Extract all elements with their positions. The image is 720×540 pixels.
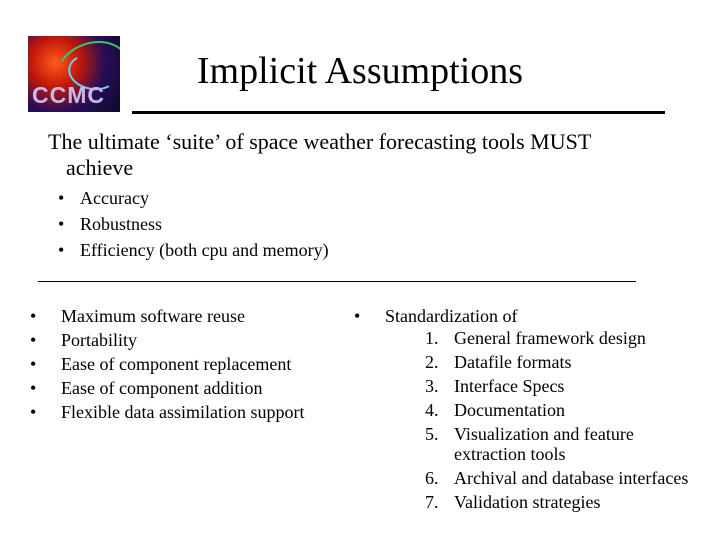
goal-item: • Flexible data assimilation support bbox=[30, 400, 304, 424]
item-text: Visualization and feature extraction tools bbox=[454, 424, 634, 464]
standardization-item bbox=[425, 328, 694, 348]
standardization-item bbox=[425, 400, 694, 420]
standardization-heading: Standardization of bbox=[385, 306, 518, 326]
item-number: 7. bbox=[425, 492, 439, 512]
requirements-list bbox=[60, 185, 329, 263]
standardization-item bbox=[425, 468, 694, 488]
item-text: Interface Specs bbox=[454, 376, 565, 396]
item-number: 1. bbox=[425, 328, 439, 348]
requirement-item: • Efficiency (both cpu and memory) bbox=[60, 237, 329, 263]
title-divider bbox=[132, 111, 665, 114]
ccmc-logo bbox=[28, 36, 120, 112]
intro-line-1: The ultimate ‘suite’ of space weather forecasting tools MUST bbox=[48, 129, 592, 154]
item-text: Archival and database interfaces bbox=[454, 468, 689, 488]
slide-title: Implicit Assumptions bbox=[196, 50, 524, 92]
item-number: 4. bbox=[425, 400, 439, 420]
item-text: General framework design bbox=[454, 328, 646, 348]
item-number: 6. bbox=[425, 468, 439, 488]
standardization-item bbox=[425, 492, 694, 512]
item-number: 2. bbox=[425, 352, 439, 372]
standardization-item bbox=[425, 424, 694, 464]
intro-line-2: achieve bbox=[66, 155, 134, 180]
item-text: Documentation bbox=[454, 400, 565, 420]
standardization-item bbox=[425, 376, 694, 396]
requirement-item: • Robustness bbox=[60, 211, 329, 237]
standardization-list bbox=[425, 328, 694, 516]
logo-text: CCMC bbox=[32, 82, 105, 108]
section-divider bbox=[38, 281, 636, 282]
goal-item: • Ease of component addition bbox=[30, 376, 304, 400]
standardization-item bbox=[425, 352, 694, 372]
item-number: 5. bbox=[425, 424, 439, 444]
goals-list bbox=[30, 304, 304, 424]
goal-item: • Maximum software reuse bbox=[30, 304, 304, 328]
item-text: Datafile formats bbox=[454, 352, 572, 372]
requirement-item: • Accuracy bbox=[60, 185, 329, 211]
standardization-bullet: • bbox=[354, 306, 361, 326]
goal-item: • Ease of component replacement bbox=[30, 352, 304, 376]
item-number: 3. bbox=[425, 376, 439, 396]
goal-item: • Portability bbox=[30, 328, 304, 352]
item-text: Validation strategies bbox=[454, 492, 601, 512]
